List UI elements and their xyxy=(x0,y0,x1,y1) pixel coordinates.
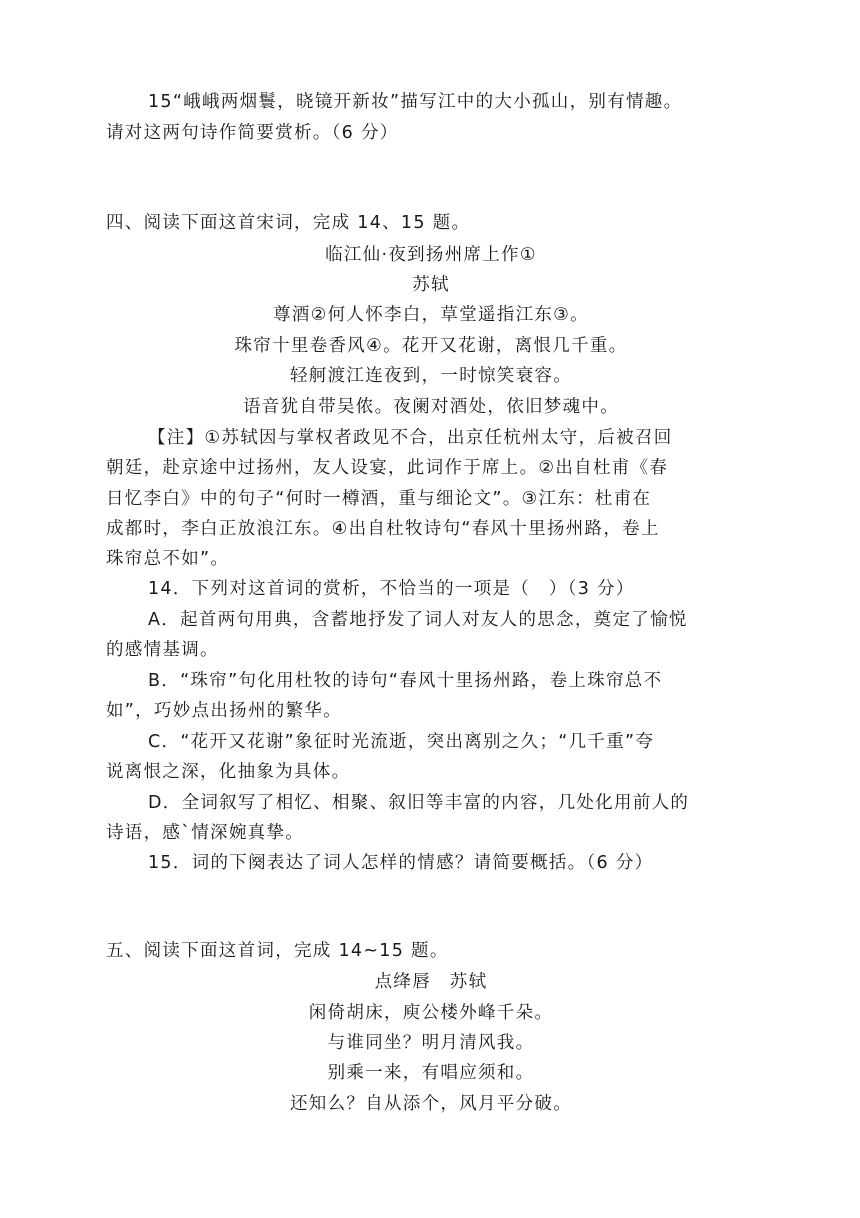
section4-note-line: 【注】①苏轼因与掌权者政见不合，出京任杭州太守，后被召回 xyxy=(148,428,673,448)
option-d-line1: D．全词叙写了相忆、相聚、叙旧等丰富的内容，几处化用前人的 xyxy=(148,793,690,813)
prev-question-15-line2: 请对这两句诗作简要赏析。（6 分） xyxy=(106,123,399,143)
section4-note-line: 朝廷，赴京途中过扬州，友人设宴，此词作于席上。②出自杜甫《春 xyxy=(106,458,669,478)
question-14: 14．下列对这首词的赏析，不恰当的一项是（ ）（3 分） xyxy=(148,579,635,599)
section5-poem-line: 闲倚胡床，庾公楼外峰千朵。 xyxy=(308,1003,554,1023)
section5-poem-title: 点绛唇 苏轼 xyxy=(374,972,488,992)
section4-author: 苏轼 xyxy=(412,275,450,295)
option-b-line1: B．“珠帘”句化用杜牧的诗句“春风十里扬州路，卷上珠帘总不 xyxy=(148,671,663,691)
section4-note-line: 珠帘总不如”。 xyxy=(106,549,230,569)
question-15: 15．词的下阕表达了词人怎样的情感？请简要概括。（6 分） xyxy=(148,853,654,873)
section4-poem-line: 轻舸渡江连夜到，一时惊笑衰容。 xyxy=(290,366,572,386)
section5-poem-line: 还知么？自从添个，风月平分破。 xyxy=(290,1094,572,1114)
section4-heading: 四、阅读下面这首宋词，完成 14、15 题。 xyxy=(106,213,471,233)
option-c-line1: C．“花开又花谢”象征时光流逝，突出离别之久；“几千重”夸 xyxy=(148,732,655,752)
prev-question-15-line1: 15“峨峨两烟鬟，晓镜开新妆”描写江中的大小孤山，别有情趣。 xyxy=(148,92,683,112)
option-c-line2: 说离恨之深，化抽象为具体。 xyxy=(106,762,351,782)
section4-poem-line: 语音犹自带吴侬。夜阑对酒处，依旧梦魂中。 xyxy=(243,397,619,417)
option-a-line1: A．起首两句用典，含蓄地抒发了词人对友人的思念，奠定了愉悦 xyxy=(148,610,688,630)
section5-heading: 五、阅读下面这首词，完成 14~15 题。 xyxy=(106,941,449,961)
section4-note-line: 日忆李白》中的句子“何时一樽酒，重与细论文”。③江东：杜甫在 xyxy=(106,489,652,509)
section4-note-line: 成都时，李白正放浪江东。④出自杜牧诗句“春风十里扬州路，卷上 xyxy=(106,519,660,539)
section4-poem-line: 尊酒②何人怀李白，草堂遥指江东③。 xyxy=(273,305,589,325)
section5-poem-line: 别乘一来，有唱应须和。 xyxy=(327,1063,535,1083)
option-a-line2: 的感情基调。 xyxy=(106,640,219,660)
option-d-line2: 诗语，感`情深婉真挚。 xyxy=(106,823,305,843)
section5-poem-line: 与谁同坐？明月清风我。 xyxy=(327,1033,535,1053)
section4-poem-line: 珠帘十里卷香风④。花开又花谢，离恨几千重。 xyxy=(234,336,628,356)
section4-poem-title: 临江仙·夜到扬州席上作① xyxy=(325,245,537,265)
option-b-line2: 如”，巧妙点出扬州的繁华。 xyxy=(106,701,342,721)
